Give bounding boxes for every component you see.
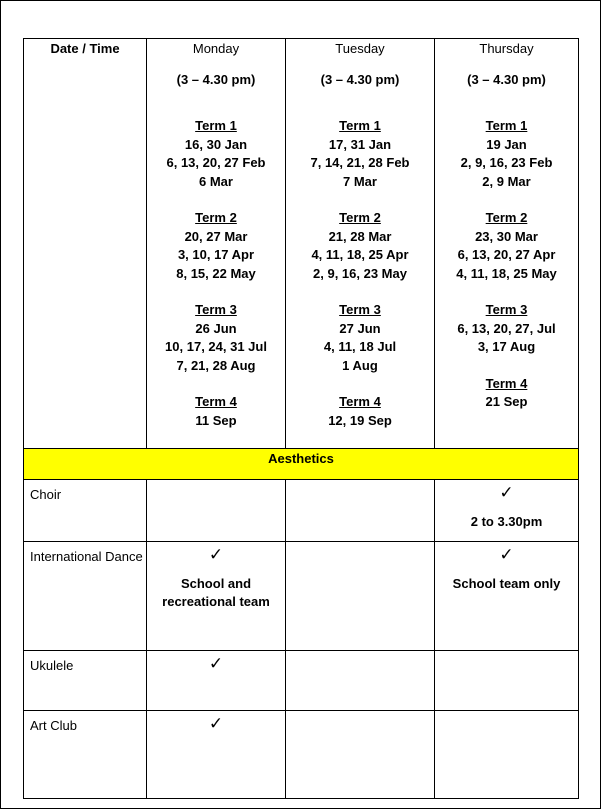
term-dates: 21 Sep [485, 394, 528, 409]
activity-cell [435, 542, 579, 651]
term-dates: 6, 13, 20, 27 Feb [166, 155, 266, 170]
activity-cell [147, 711, 286, 799]
term-title: Term 3 [195, 302, 237, 317]
term-list [147, 117, 285, 430]
activity-note: School and recreational team [162, 576, 270, 609]
term-title: Term 2 [195, 210, 237, 225]
activity-note: 2 to 3.30pm [470, 514, 543, 529]
term-title: Term 3 [339, 302, 381, 317]
section-title: Aesthetics [24, 449, 579, 480]
term-list [286, 117, 434, 430]
term-dates: 4, 11, 18, 25 May [456, 265, 557, 281]
activity-row [24, 480, 579, 542]
term-dates: 6 Mar [199, 173, 233, 189]
activity-row [24, 711, 579, 799]
schedule-table [23, 38, 579, 799]
term-block [435, 117, 578, 191]
term-list [435, 117, 578, 412]
term-dates: 1 Aug [342, 357, 378, 373]
activity-cell [286, 711, 435, 799]
term-dates: 23, 30 Mar [475, 228, 538, 244]
activity-row [24, 651, 579, 711]
term-title: Term 3 [485, 302, 528, 317]
check-icon: ✓ [499, 483, 514, 502]
activity-name: International Dance [24, 542, 147, 651]
activity-row [24, 542, 579, 651]
term-dates: 27 Jun [339, 320, 381, 336]
term-dates: 19 Jan [486, 136, 527, 152]
activity-cell [286, 542, 435, 651]
term-dates: 8, 15, 22 May [176, 265, 256, 281]
term-dates: 4, 11, 18 Jul [323, 339, 397, 354]
activity-cell [286, 651, 435, 711]
activity-cell [435, 651, 579, 711]
section-row [24, 449, 579, 480]
term-dates: 2, 9 Mar [482, 173, 531, 189]
day-name: Monday [192, 41, 240, 56]
session-time: (3 – 4.30 pm) [320, 72, 400, 87]
term-dates: 6, 13, 20, 27 Apr [457, 247, 556, 262]
term-block [147, 209, 285, 283]
term-title: Term 4 [195, 394, 237, 409]
term-dates: 21, 28 Mar [328, 228, 392, 244]
term-title: Term 2 [485, 210, 528, 225]
activity-cell [286, 480, 435, 542]
term-dates: 11 Sep [195, 412, 237, 428]
term-dates: 2, 9, 16, 23 Feb [460, 155, 553, 170]
term-dates: 7 Mar [343, 173, 377, 189]
activity-name: Choir [24, 480, 147, 542]
term-block [286, 301, 434, 375]
session-time: (3 – 4.30 pm) [176, 72, 256, 87]
term-dates: 10, 17, 24, 31 Jul [165, 339, 267, 354]
day-column [147, 39, 286, 449]
check-icon: ✓ [208, 714, 224, 733]
term-dates: 2, 9, 16, 23 May [313, 265, 407, 281]
day-column [435, 39, 579, 449]
term-title: Term 1 [485, 118, 528, 133]
activity-name: Art Club [24, 711, 147, 799]
term-dates: 17, 31 Jan [328, 136, 392, 152]
term-dates: 26 Jun [195, 320, 237, 336]
activity-cell [147, 542, 286, 651]
header-row [24, 39, 579, 449]
term-title: Term 4 [485, 375, 528, 391]
activity-cell [147, 480, 286, 542]
activity-note: School team only [452, 576, 561, 591]
term-block [147, 393, 285, 430]
term-title: Term 2 [339, 210, 381, 225]
activity-cell [435, 711, 579, 799]
check-icon: ✓ [499, 545, 514, 564]
term-dates: 3, 17 Aug [477, 339, 536, 354]
term-dates: 7, 21, 28 Aug [176, 357, 256, 373]
term-block [286, 209, 434, 283]
day-name: Thursday [479, 41, 534, 56]
term-dates: 3, 10, 17 Apr [177, 247, 255, 262]
term-block [286, 393, 434, 430]
term-block [435, 209, 578, 283]
term-dates: 20, 27 Mar [184, 228, 248, 244]
term-title: Term 1 [195, 118, 237, 133]
corner-header: Date / Time [24, 39, 147, 449]
term-block [147, 301, 285, 375]
term-dates: 12, 19 Sep [328, 412, 392, 428]
activity-cell [435, 480, 579, 542]
term-title: Term 4 [339, 394, 381, 409]
term-block [435, 301, 578, 357]
session-time: (3 – 4.30 pm) [467, 72, 546, 87]
term-dates: 4, 11, 18, 25 Apr [311, 247, 409, 262]
check-icon: ✓ [208, 654, 224, 673]
term-dates: 16, 30 Jan [184, 136, 248, 152]
check-icon: ✓ [208, 545, 224, 564]
activity-name: Ukulele [24, 651, 147, 711]
term-block [435, 375, 578, 412]
term-title: Term 1 [339, 118, 381, 133]
term-dates: 6, 13, 20, 27, Jul [457, 320, 556, 336]
day-name: Tuesday [335, 41, 385, 56]
day-column [286, 39, 435, 449]
activity-cell [147, 651, 286, 711]
term-dates: 7, 14, 21, 28 Feb [310, 155, 410, 170]
term-block [147, 117, 285, 191]
term-block [286, 117, 434, 191]
